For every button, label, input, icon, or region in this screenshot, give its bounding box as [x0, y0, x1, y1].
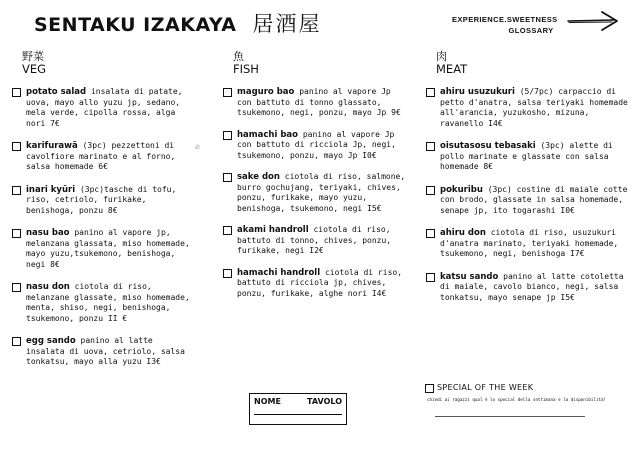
meat-label: MEAT	[436, 62, 468, 76]
menu-item-maguro-bao[interactable]	[221, 87, 407, 119]
item-name: ahiru usuzukuri	[440, 87, 515, 97]
special-note: chiedi ai ragazzi qual è lo special della settimana e la disponibilità!	[427, 397, 606, 402]
menu-item-ahiru-don[interactable]	[424, 228, 630, 260]
item-name: nasu bao	[26, 228, 70, 238]
menu-item-potato-salad[interactable]	[10, 87, 196, 129]
menu-item-nasu-don[interactable]	[10, 282, 196, 324]
item-name: akami handroll	[237, 225, 309, 235]
restaurant-title	[34, 8, 322, 38]
fish-category	[233, 50, 407, 76]
item-description: (3pc) costine di maiale cotte con brodo, glassate in salsa homemade, senape jp, ito togarashi I0€	[440, 184, 628, 215]
item-description: ciotola di riso, melanzane glassate, miso homemade, menta, shiso, negi, benishoga, tsukemono, ponzu II €	[26, 282, 190, 323]
flame-icon: 🔥︎	[194, 143, 200, 151]
menu-item-nasu-bao[interactable]	[10, 228, 196, 270]
meat-label-jp: 肉	[436, 50, 447, 63]
item-name: egg sando	[26, 336, 76, 346]
item-description: (3pc)tasche di tofu, riso, cetriolo, furikake, benishoga, ponzu 8€	[26, 184, 177, 215]
item-name: maguro bao	[237, 87, 295, 97]
item-description: panino al latte cotoletta di maiale, cavolo bianco, negi, salsa tonkatsu, mayo senape jp I5€	[440, 271, 624, 302]
item-checkbox[interactable]	[12, 88, 21, 97]
item-description: insalata di patate, uova, mayo allo yuzu jp, sedano, mela verde, cipolla rossa, alga nori 7€	[26, 87, 183, 128]
item-checkbox[interactable]	[426, 142, 435, 151]
menu-item-sake-don[interactable]	[221, 172, 407, 214]
menu-item-katsu-sando[interactable]	[424, 272, 630, 304]
item-description: (3pc) alette di pollo marinate e glassate con salsa homemade 8€	[440, 141, 613, 171]
item-name: oisutasosu tebasaki	[440, 141, 536, 151]
menu-item-inari-kyuri[interactable]	[10, 185, 196, 217]
glossary-link[interactable]	[452, 14, 558, 36]
title-text: SENTAKU IZAKAYA	[34, 14, 237, 36]
glossary-line-1: EXPERIENCE.SWEETNESS	[452, 15, 558, 24]
item-name: karifurawā	[26, 141, 78, 151]
item-checkbox[interactable]	[223, 173, 232, 182]
menu-item-karifurawa[interactable]	[10, 141, 200, 173]
item-checkbox[interactable]	[12, 283, 21, 292]
item-name: pokuribu	[440, 184, 483, 195]
item-description: panino al latte insalata di uova, cetriolo, salsa tonkatsu, mayo alla yuzu I3€	[26, 336, 185, 366]
veg-section	[10, 50, 200, 380]
item-description: panino al vapore jp, melanzana glassata, miso homemade, mayo yuzu,tsukemono, benishoga, negi 8€	[26, 228, 190, 269]
special-checkbox[interactable]	[425, 384, 434, 393]
item-name: sake don	[237, 172, 280, 182]
fish-label: FISH	[233, 62, 259, 76]
fish-section	[221, 50, 407, 310]
menu-item-ahiru-usuzukuri[interactable]	[424, 87, 630, 129]
item-name: nasu don	[26, 282, 70, 292]
item-description: panino al vapore Jp con battuto di tonno glassato, tsukemono, negi, ponzu, mayo Jp 9€	[237, 87, 401, 117]
item-name: ahiru don	[440, 228, 486, 238]
item-checkbox[interactable]	[223, 131, 232, 140]
special-of-the-week	[425, 383, 625, 417]
item-checkbox[interactable]	[426, 229, 435, 238]
item-description: ciotola di riso, usuzukuri d'anatra marinato, teriyaki homemade, tsukemono, negi, benishoga I7€	[440, 228, 619, 258]
title-kanji: 居酒屋	[252, 12, 322, 36]
name-write-line[interactable]	[254, 414, 342, 415]
item-checkbox[interactable]	[223, 226, 232, 235]
meat-section	[424, 50, 630, 315]
item-description: (5/7pc) carpaccio di petto d'anatra, salsa teriyaki homemade all'arancia, yuzukosho, mizuna, ravanello I4€	[440, 87, 628, 128]
item-checkbox[interactable]	[223, 88, 232, 97]
item-description: ciotola di riso, salmone, burro gochujang, teriyaki, chives, ponzu, furikake, mayo yuzu, benishoga, tsukemono, negi I5€	[237, 172, 406, 213]
item-description: ciotola di riso, battuto di tonno, chives, ponzu, furikake, negi I2€	[237, 225, 392, 255]
item-name: hamachi bao	[237, 129, 299, 140]
veg-category	[22, 50, 196, 76]
order-name-table-box[interactable]	[249, 393, 347, 425]
menu-item-oisutasosu-tebasaki[interactable]	[424, 141, 630, 173]
menu-item-hamachi-handroll[interactable]	[221, 268, 407, 300]
item-description: ciotola di riso, battuto di ricciola jp, chives, ponzu, furikake, alghe nori I4€	[237, 267, 403, 298]
item-description: (3pc) pezzettoni di cavolfiore marinato e al forno, salsa homemade 6€	[26, 141, 176, 171]
item-checkbox[interactable]	[426, 186, 435, 195]
item-name: hamachi handroll	[237, 267, 321, 278]
menu-item-egg-sando[interactable]	[10, 336, 196, 368]
veg-label: VEG	[22, 62, 47, 76]
fish-label-jp: 魚	[233, 50, 244, 63]
menu-item-akami-handroll[interactable]	[221, 225, 407, 257]
special-title: SPECIAL OF THE WEEK	[437, 383, 534, 392]
item-name: katsu sando	[440, 271, 499, 282]
tavolo-label: TAVOLO	[307, 397, 342, 406]
item-checkbox[interactable]	[12, 186, 21, 195]
item-checkbox[interactable]	[12, 337, 21, 346]
item-name: inari kyūri	[26, 184, 76, 195]
item-checkbox[interactable]	[426, 88, 435, 97]
menu-item-pokuribu[interactable]	[424, 185, 630, 217]
glossary-line-2: GLOSSARY	[508, 26, 554, 35]
item-checkbox[interactable]	[426, 273, 435, 282]
item-name: potato salad	[26, 87, 87, 97]
meat-category	[436, 50, 630, 76]
veg-label-jp: 野菜	[22, 50, 44, 63]
item-checkbox[interactable]	[12, 229, 21, 238]
nome-label: NOME	[254, 397, 281, 406]
arrow-right-icon[interactable]	[566, 10, 620, 32]
special-write-line[interactable]	[435, 416, 585, 417]
item-checkbox[interactable]	[12, 142, 21, 151]
menu-item-hamachi-bao[interactable]	[221, 130, 407, 162]
item-checkbox[interactable]	[223, 269, 232, 278]
special-heading[interactable]	[425, 383, 625, 392]
item-description: panino al vapore Jp con battuto di ricciola Jp, negi, tsukemono, ponzu, mayo Jp I0€	[237, 129, 396, 160]
